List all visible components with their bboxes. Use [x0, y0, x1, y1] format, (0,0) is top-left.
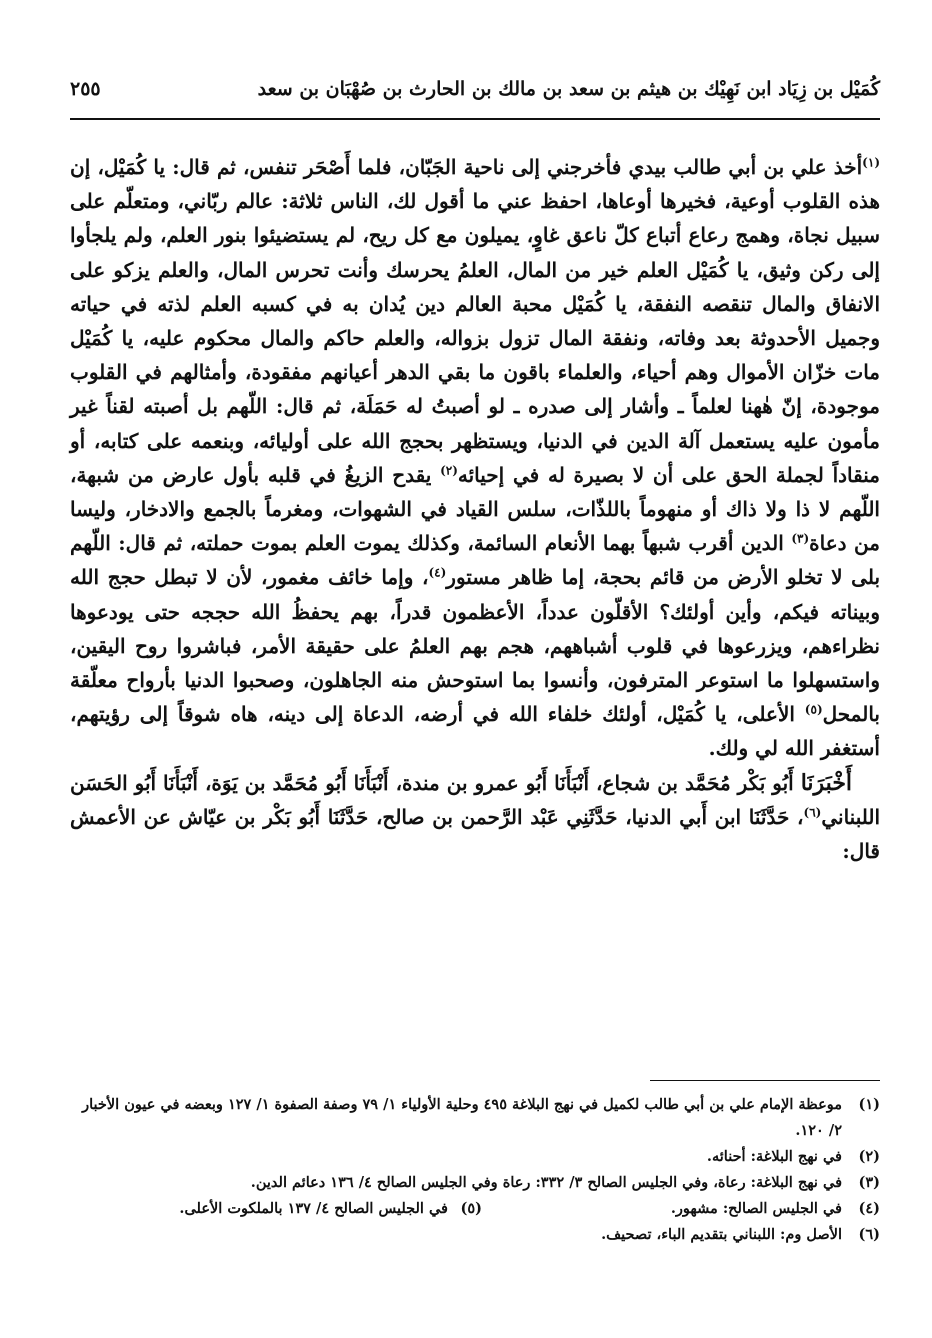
footnote-number: (١) [858, 1096, 880, 1113]
footnote-number: (٢) [858, 1148, 880, 1165]
header-rule [70, 118, 880, 120]
footnote-2 [80, 1144, 880, 1170]
footnote-ref-6[interactable]: (٦) [803, 805, 822, 820]
sermon-text-2: يقدح الزيغُ في قلبه بأول عارض من شبهة، اللّهم لا ذا ولا ذاك أو منهوماً باللذّات، سلس القياد في الشهوات، ومغرماً بالجمع والادخار، وليسا من دعاة [70, 462, 880, 556]
isnad-text-2: ، حَدَّثَنَا ابن أَبي الدنيا، حَدَّثَنِي عَبْد الرَّحمن بن صالح، حَدَّثَنَا أَبُو بَكْر بن عيّاش عن الأعمش قال: [70, 804, 880, 864]
main-text [70, 150, 880, 868]
footnote-text: في الجليس الصالح ٤/ ١٣٧ بالملكوت الأعلى. [179, 1200, 448, 1217]
footnote-text: الأصل وم: اللبناني بتقديم الباء، تصحيف. [601, 1226, 842, 1243]
footnote-6 [80, 1222, 880, 1248]
footnote-number: (٤) [858, 1200, 880, 1217]
sermon-text-4: ، وإما خائف مغمور، لأن لا تبطل حجج الله وبيناته فيكم، وأين أولئك؟ الأقلّون عدداً، الأعظمون قدراً، بهم يحفظُ الله حججه حتى يودعوها نظراءهم، ويزرعوها في قلوب أشباههم، هجم بهم العلمُ على حقيقة الأمر، فباشروا روح اليقين، واستسهلوا ما استوعر المترفون، وأنسوا بما استوحش منه الجاهلون، وصحبوا الدنيا بأرواح معلّقة بالمحل [70, 565, 880, 727]
sermon-text-1: أخذ علي بن أبي طالب بيدي فأخرجني إلى ناحية الجَبّان، فلما أَصْحَر تنفس، ثم قال: يا كُمَيْل، إن هذه القلوب أوعية، فخيرها أوعاها، احفظ عني ما أقول لك، الناس ثلاثة: عالم ربّاني، ومتعلّم على سبيل نجاة، وهمج رعاع أتباع كلّ ناعق غاوٍ، يميلون مع كل ريح، لم يستضيئوا بنور العلم، ولم يلجأوا إلى ركن وثيق، يا كُمَيْل العلم خير من المال، العلمُ يحرسك وأنت تحرس المال، والعلم يزكو على الانفاق والمال تنقصه النفقة، يا كُمَيْل محبة العالم دين يُدان به في كسبه العلم لذته في حياته وجميل الأحدوثة بعد وفاته، ونفقة المال تزول بزواله، والعلم حاكم والمال محكوم عليه، يا كُمَيْل مات خزّان الأموال وهم أحياء، والعلماء باقون ما بقي الدهر أعيانهم مفقودة، وأمثالهم في القلوب موجودة، إنّ هٰهنا لعلماً ـ وأشار إلى صدره ـ لو أصبتُ له حَمَلَة، ثم قال: اللّهم بل أصبته لقناً غير مأمون عليه يستعمل آلة الدين في الدنيا، ويستظهر بحجج الله على أوليائه، وبنعمه على كتابه، أو منقاداً لجملة الحق على أن لا بصيرة له في إحيائه [70, 155, 880, 487]
running-head [70, 78, 880, 118]
footnote-pair [80, 1196, 880, 1222]
footnote-ref-5[interactable]: (٥) [804, 702, 823, 717]
sermon-text-5: الأعلى، يا كُمَيْل، أولئك خلفاء الله في أرضه، الدعاة إلى دينه، هاه شوقاً إلى رؤيتهم، أستغفر الله لي ولك. [70, 702, 880, 761]
footnote-number: (٦) [858, 1226, 880, 1243]
footnote-ref-4[interactable]: (٤) [428, 565, 447, 580]
page-number: ٢٥٥ [70, 78, 101, 100]
isnad-text-1: أَبُو بَكْر مُحَمَّد بن شجاع، أَنْبَأَنَا أَبُو عمرو بن مندة، أَنْبَأَنَا أَبُو مُحَمَّد بن يَوَة، أَنْبَأَنَا أَبُو الحَسَن اللبناني [70, 770, 880, 829]
footnote-ref-2[interactable]: (٢) [440, 463, 458, 478]
footnote-1 [80, 1092, 880, 1144]
sermon-text-3: الدين أقرب شبهاً بهما الأنعام السائمة، وكذلك يموت العلم بموت حملته، ثم قال: اللّهم بلى لا تخلو الأرض من قائم بحجة، إما ظاهر مستور [70, 531, 881, 590]
isnad-lead-word: أَخْبَرَنَا [800, 769, 853, 796]
footnote-4 [482, 1196, 880, 1222]
paragraph-isnad [70, 766, 880, 869]
running-title: كُمَيْل بن زِيَاد ابن نَهِيْك بن هيثم بن سعد بن مالك بن الحارث بن صُهْبَان بن سعد [257, 78, 880, 100]
footnote-text: في نهج البلاغة: رعاة، وفي الجليس الصالح ٣/ ٣٣٢: رعاة وفي الجليس الصالح ٤/ ١٣٦ دعائم الدين. [250, 1174, 842, 1191]
footnote-text: موعظة الإمام علي بن أبي طالب لكميل في نهج البلاغة ٤٩٥ وحلية الأولياء ١/ ٧٩ وصفة الصفوة ١/ ١٢٧ وبعضه في عيون الأخبار ٢/ ١٢٠. [82, 1096, 842, 1139]
footnote-rule [650, 1080, 880, 1081]
footnote-ref-1[interactable]: (١) [862, 155, 880, 170]
footnote-text: في نهج البلاغة: أحنائه. [706, 1148, 842, 1165]
footnotes [80, 1092, 880, 1248]
footnote-text: في الجليس الصالح: مشهور. [670, 1200, 842, 1217]
footnote-3 [80, 1170, 880, 1196]
footnote-number: (٣) [858, 1174, 880, 1191]
footnote-number: (٥) [460, 1200, 482, 1217]
footnote-5 [179, 1196, 482, 1222]
paragraph-sermon [70, 150, 880, 766]
footnote-ref-3[interactable]: (٣) [791, 531, 810, 546]
